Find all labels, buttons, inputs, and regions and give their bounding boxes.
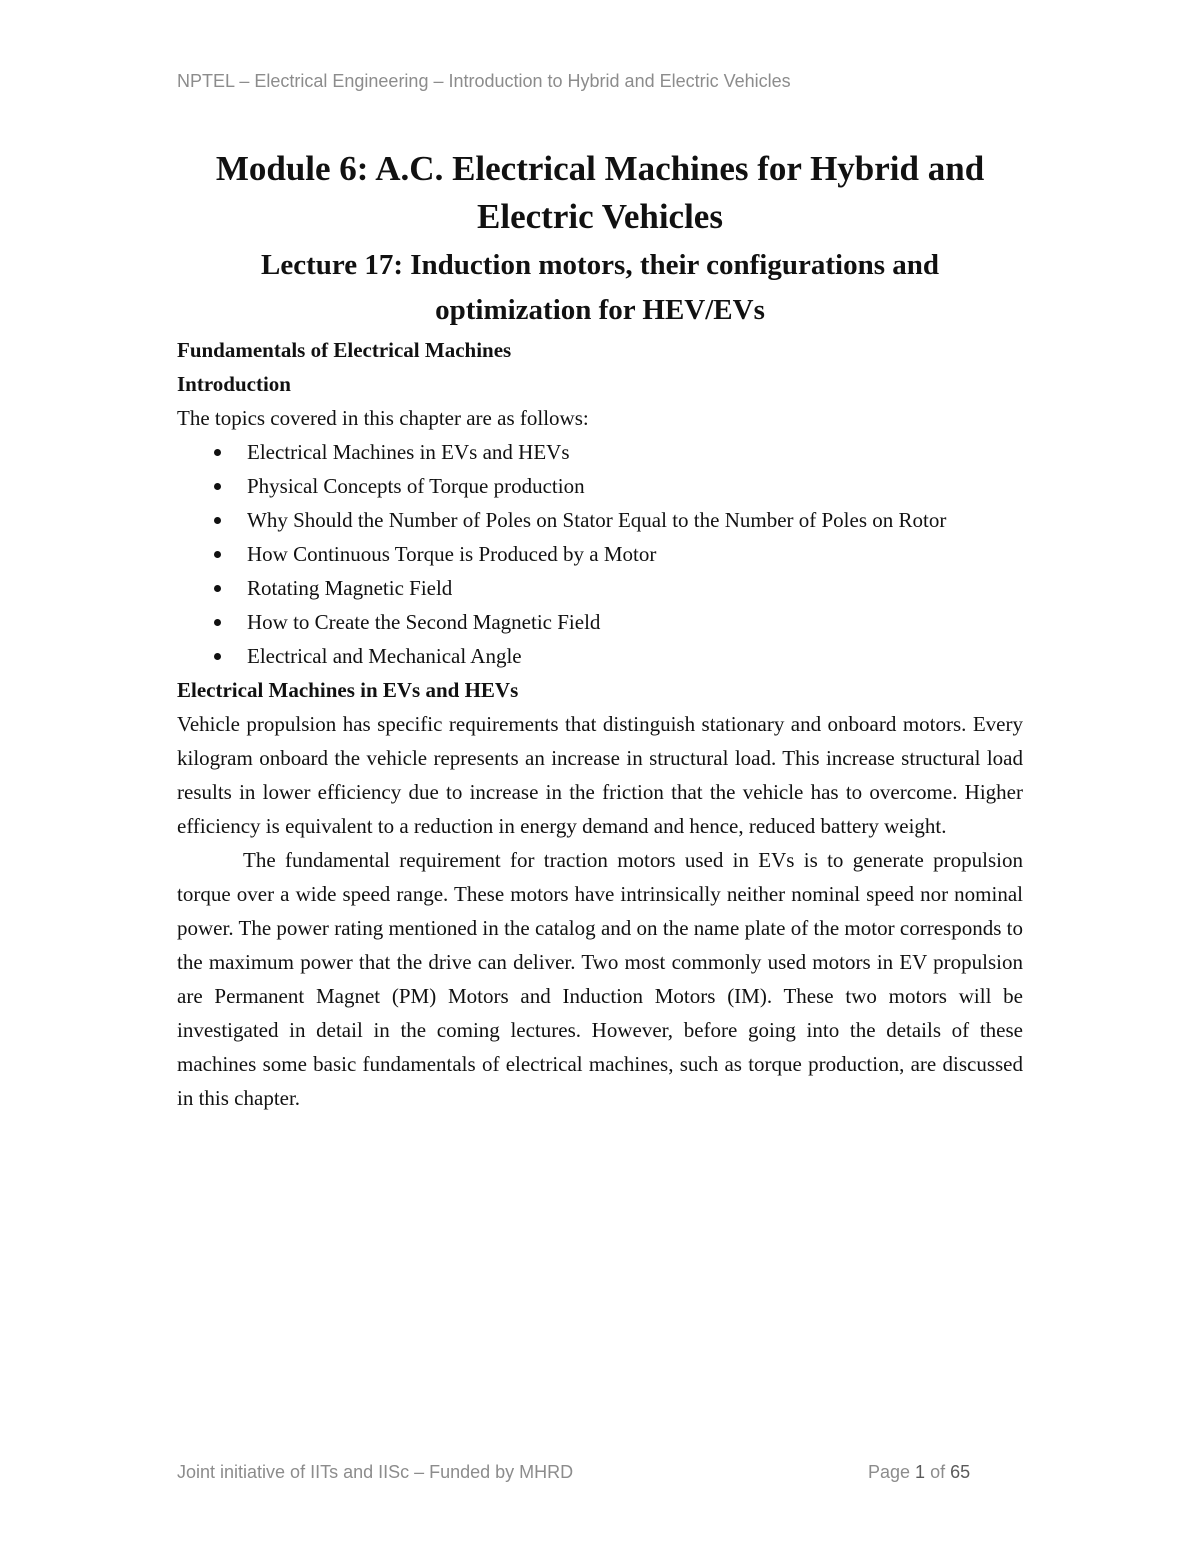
page-content	[177, 145, 1023, 1115]
list-item-text: Electrical Machines in EVs and HEVs	[247, 440, 570, 464]
bullet-icon	[214, 483, 221, 490]
list-item-text: How Continuous Torque is Produced by a Motor	[247, 542, 657, 566]
list-item	[177, 537, 1023, 571]
page-of-label: of	[925, 1462, 951, 1482]
list-item	[177, 435, 1023, 469]
section-heading-machines: Electrical Machines in EVs and HEVs	[177, 678, 519, 702]
list-item	[177, 469, 1023, 503]
list-item	[177, 571, 1023, 605]
module-title	[177, 145, 1023, 241]
list-item	[177, 605, 1023, 639]
lecture-title-line-1: Lecture 17: Induction motors, their configurations and	[260, 249, 940, 281]
page-label: Page	[868, 1462, 916, 1482]
paragraph-2: The fundamental requirement for traction motors used in EVs is to generate propulsion torque over a wide speed range. These motors have intrinsically neither nominal speed nor nominal power. The power rating mentioned in the catalog and on the name plate of the motor corresponds to the maximum power that the drive can deliver. Two most commonly used motors in EV propulsion are Permanent Magnet (PM) Motors and Induction Motors (IM). These two motors will be investigated in detail in the coming lectures. However, before going into the details of these machines some basic fundamentals of electrical machines, such as torque production, are discussed in this chapter.	[177, 848, 1023, 1110]
paragraph-1: Vehicle propulsion has specific requirements that distinguish stationary and onboard motors. Every kilogram onboard the vehicle represents an increase in structural load. This increase structural load results in lower efficiency due to increase in the friction that the vehicle has to overcome. Higher efficiency is equivalent to a reduction in energy demand and hence, reduced battery weight.	[177, 712, 1023, 838]
section-heading-introduction: Introduction	[177, 372, 291, 396]
page-total: 65	[950, 1462, 971, 1482]
list-item-text: Physical Concepts of Torque production	[247, 474, 585, 498]
module-title-line-2: Electric Vehicles	[477, 197, 723, 236]
running-header: NPTEL – Electrical Engineering – Introduction to Hybrid and Electric Vehicles	[177, 71, 791, 91]
module-title-line-1: Module 6: A.C. Electrical Machines for Hybrid and	[215, 149, 985, 188]
bullet-icon	[214, 517, 221, 524]
page-number	[868, 1462, 970, 1483]
bullet-icon	[214, 585, 221, 592]
bullet-icon	[214, 551, 221, 558]
intro-text: The topics covered in this chapter are as follows:	[177, 406, 589, 430]
list-item-text: Rotating Magnetic Field	[247, 576, 453, 600]
list-item-text: Why Should the Number of Poles on Stator Equal to the Number of Poles on Rotor	[247, 508, 947, 532]
bullet-icon	[214, 619, 221, 626]
footer-credit: Joint initiative of IITs and IISc – Funded by MHRD	[177, 1462, 574, 1482]
list-item-text: How to Create the Second Magnetic Field	[247, 610, 601, 634]
page-current: 1	[915, 1462, 926, 1482]
topics-list	[177, 435, 1023, 673]
section-heading-fundamentals: Fundamentals of Electrical Machines	[177, 338, 512, 362]
list-item	[177, 639, 1023, 673]
lecture-title	[177, 243, 1023, 333]
lecture-title-line-2: optimization for HEV/EVs	[435, 294, 765, 326]
list-item-text: Electrical and Mechanical Angle	[247, 644, 522, 668]
list-item	[177, 503, 1023, 537]
bullet-icon	[214, 449, 221, 456]
bullet-icon	[214, 653, 221, 660]
